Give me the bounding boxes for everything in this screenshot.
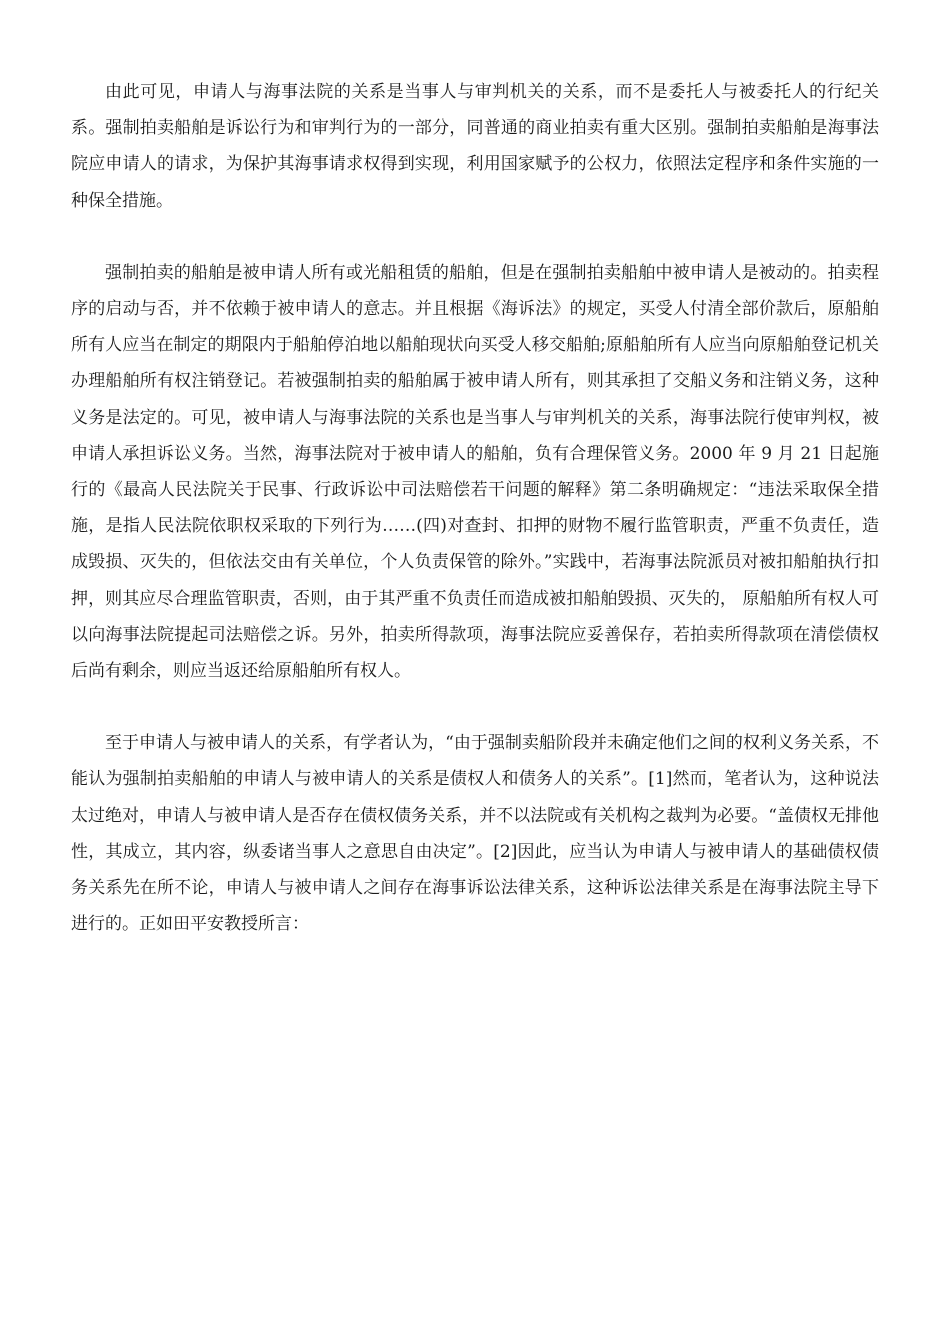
paragraph-1: 由此可见，申请人与海事法院的关系是当事人与审判机关的关系，而不是委托人与被委托人的行纪关系。强制拍卖船舶是诉讼行为和审判行为的一部分，同普通的商业拍卖有重大区别。强制拍卖船舶是海事法院应申请人的请求，为保护其海事请求权得到实现，利用国家赋予的公权力，依照法定程序和条件实施的一种保全措施。: [71, 82, 879, 211]
paragraph-3: 至于申请人与被申请人的关系，有学者认为，“由于强制卖船阶段并未确定他们之间的权利义务关系，不能认为强制拍卖船舶的申请人与被申请人的关系是债权人和债务人的关系”。[1]然而，笔者认为，这种说法太过绝对，申请人与被申请人是否存在债权债务关系，并不以法院或有关机构之裁判为必要。“盖债权无排他性，其成立，其内容，纵委诸当事人之意思自由决定”。[2]因此，应当认为申请人与被申请人的基础债权债务关系先在所不论，申请人与被申请人之间存在海事诉讼法律关系，这种诉讼法律关系是在海事法院主导下进行的。正如田平安教授所言：: [71, 733, 879, 935]
document-page: [71, 74, 879, 942]
paragraph-2: 强制拍卖的船舶是被申请人所有或光船租赁的船舶，但是在强制拍卖船舶中被申请人是被动的。拍卖程序的启动与否，并不依赖于被申请人的意志。并且根据《海诉法》的规定，买受人付清全部价款后，原船舶所有人应当在制定的期限内于船舶停泊地以船舶现状向买受人移交船舶;原船舶所有人应当向原船舶登记机关办理船舶所有权注销登记。若被强制拍卖的船舶属于被申请人所有，则其承担了交船义务和注销义务，这种义务是法定的。可见，被申请人与海事法院的关系也是当事人与审判机关的关系，海事法院行使审判权，被申请人承担诉讼义务。当然，海事法院对于被申请人的船舶，负有合理保管义务。2000 年 9 月 21 日起施行的《最高人民法院关于民事、行政诉讼中司法赔偿若干问题的解释》第二条明确规定：“违法采取保全措施，是指人民法院依职权采取的下列行为……(四)对查封、扣押的财物不履行监管职责，严重不负责任，造成毁损、灭失的，但依法交由有关单位，个人负责保管的除外。”实践中，若海事法院派员对被扣船舶执行扣押，则其应尽合理监管职责，否则，由于其严重不负责任而造成被扣船舶毁损、灭失的， 原船舶所有权人可以向海事法院提起司法赔偿之诉。另外，拍卖所得款项，海事法院应妥善保存，若拍卖所得款项在清偿债权后尚有剩余，则应当返还给原船舶所有权人。: [71, 262, 879, 682]
